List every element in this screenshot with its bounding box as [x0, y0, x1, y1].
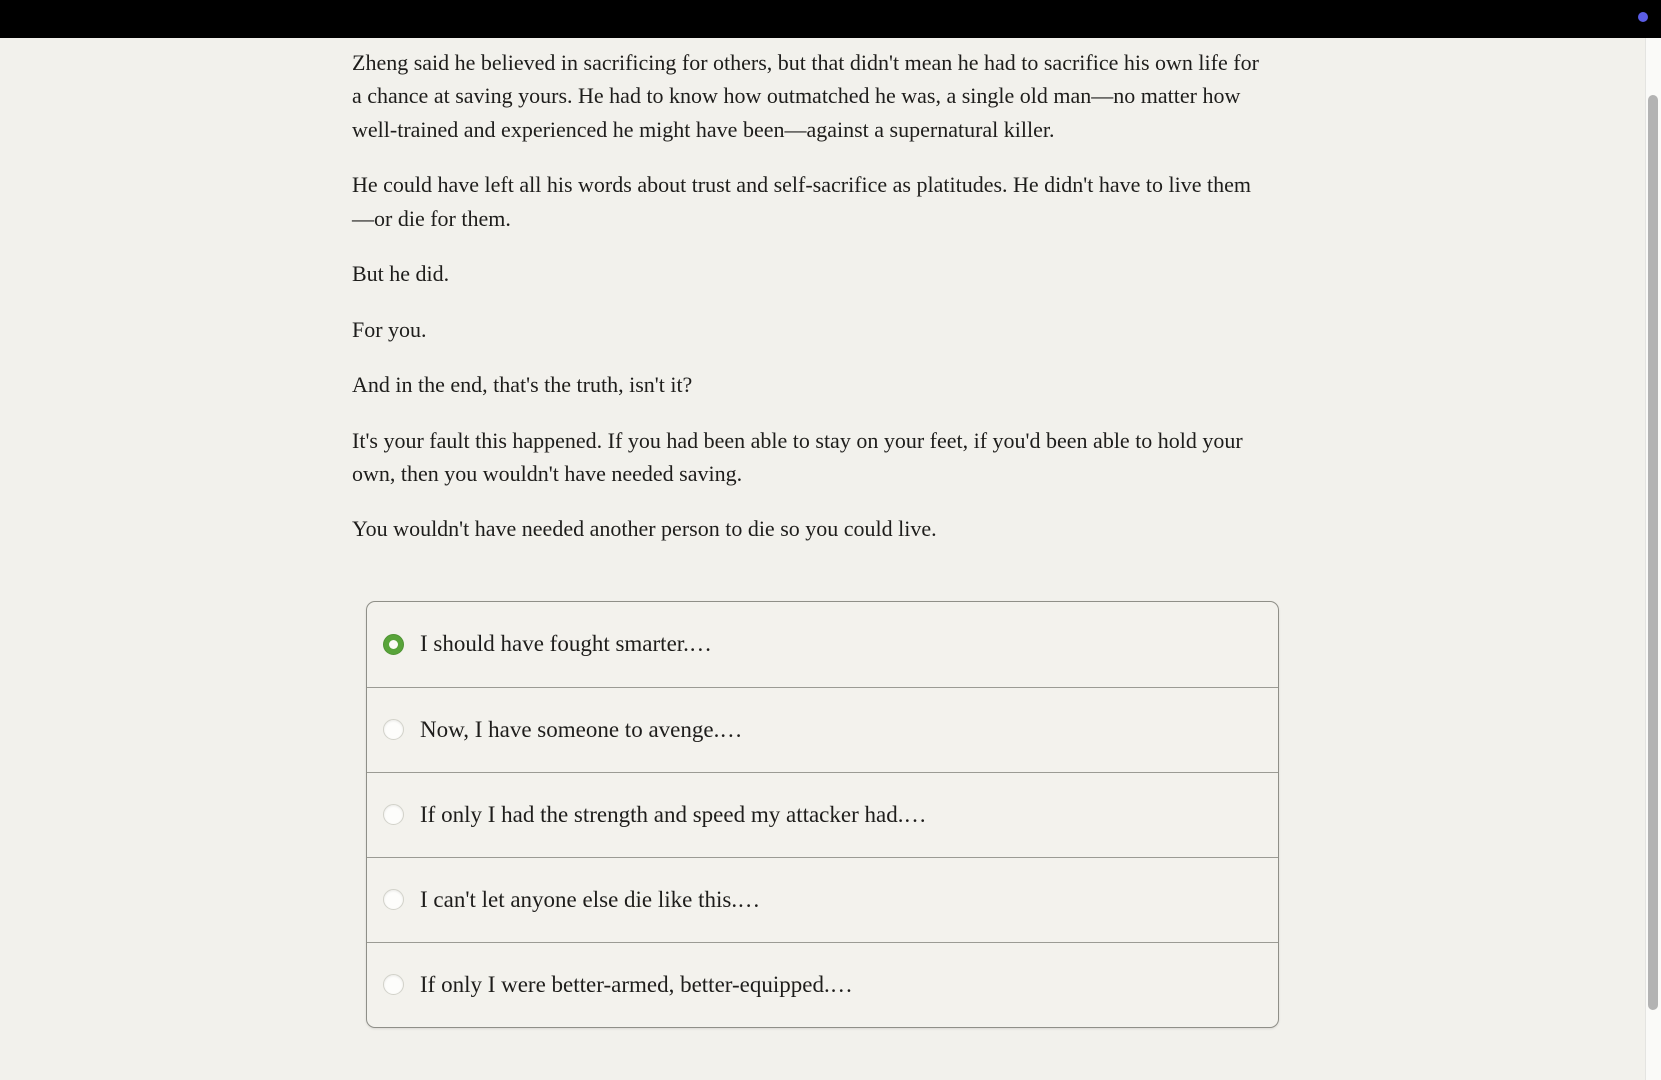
story-paragraph: You wouldn't have needed another person to die so you could live. — [352, 516, 937, 542]
status-indicator-dot — [1638, 12, 1648, 22]
choice-option-label: If only I were better-armed, better-equipped.… — [420, 971, 853, 997]
choice-option-label: Now, I have someone to avenge.… — [420, 716, 743, 742]
story-paragraph: For you. — [352, 316, 427, 342]
radio-button-icon[interactable] — [383, 974, 404, 995]
choice-option[interactable] — [367, 602, 1278, 687]
story-paragraph: Zheng said he believed in sacrificing for others, but that didn't mean he had to sacrifice his own life for a chance at saving yours. He had to know how outmatched he was, a single old man—no matter how well-trained and experienced he might have been—against a supernatural killer. — [352, 50, 1259, 142]
radio-button-icon[interactable] — [383, 804, 404, 825]
choice-list — [366, 601, 1279, 1028]
scrollbar-thumb[interactable] — [1648, 95, 1658, 1010]
radio-button-icon[interactable] — [383, 634, 404, 655]
story-paragraph: It's your fault this happened. If you had been able to stay on your feet, if you'd been able to hold your own, then you wouldn't have needed saving. — [352, 427, 1243, 486]
story-paragraph: He could have left all his words about trust and self-sacrifice as platitudes. He didn't have to live them—or die for them. — [352, 172, 1251, 231]
radio-button-icon[interactable] — [383, 719, 404, 740]
story-content — [352, 38, 1270, 1028]
radio-button-icon[interactable] — [383, 889, 404, 910]
story-paragraph: And in the end, that's the truth, isn't it? — [352, 372, 693, 398]
choice-option-label: If only I had the strength and speed my attacker had.… — [420, 801, 927, 827]
choice-option[interactable] — [367, 772, 1278, 857]
choice-option[interactable] — [367, 942, 1278, 1027]
scrollbar-track[interactable] — [1645, 38, 1661, 1080]
choice-option[interactable] — [367, 687, 1278, 772]
choice-option-label: I can't let anyone else die like this.… — [420, 886, 761, 912]
choice-option[interactable] — [367, 857, 1278, 942]
choice-option-label: I should have fought smarter.… — [420, 631, 712, 657]
story-paragraph: But he did. — [352, 261, 450, 287]
top-bar — [0, 0, 1661, 38]
